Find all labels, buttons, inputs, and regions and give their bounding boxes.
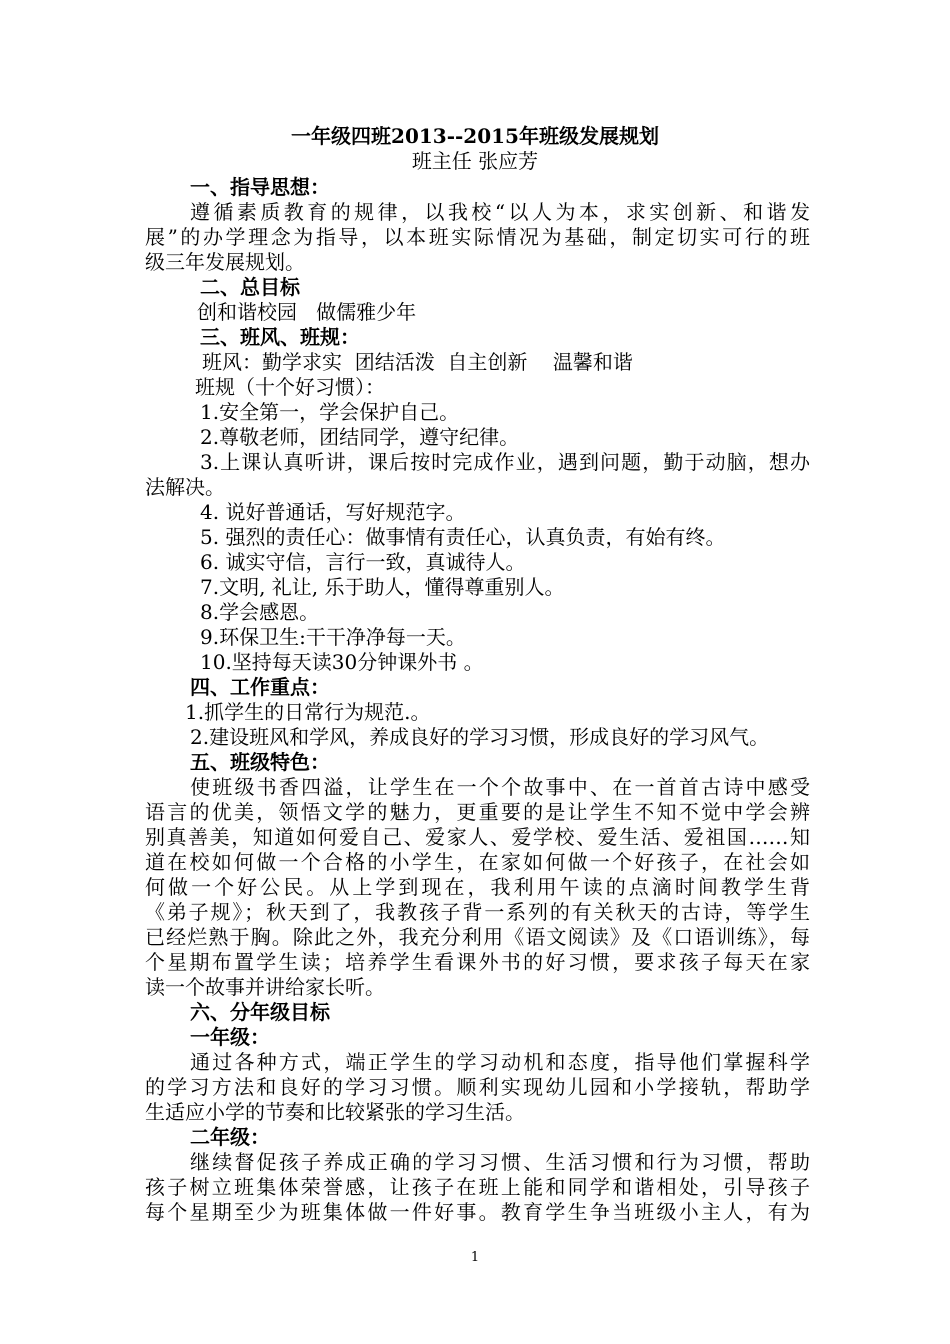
section-heading-3: 三、班风、班规： bbox=[200, 325, 360, 349]
paragraph-line: 个星期布置学生读；培养学生看课外书的好习惯，要求孩子每天在家 bbox=[145, 950, 810, 974]
paragraph-line: 遵循素质教育的规律，以我校“以人为本，求实创新、和谐发 bbox=[190, 200, 810, 224]
paragraph-line: 语言的优美，领悟文学的魅力，更重要的是让学生不知不觉中学会辨 bbox=[145, 800, 810, 824]
rule-item: 7.文明, 礼让, 乐于助人，懂得尊重别人。 bbox=[200, 575, 565, 599]
rule-item: 3.上课认真听讲，课后按时完成作业，遇到问题，勤于动脑，想办 bbox=[200, 450, 810, 474]
section-heading-2: 二、总目标 bbox=[200, 275, 300, 299]
paragraph-line: 何做一个好公民。从上学到现在，我利用午读的点滴时间教学生背 bbox=[145, 875, 810, 899]
document-title: 一年级四班2013--2015年班级发展规划 bbox=[291, 124, 659, 148]
rule-item: 10.坚持每天读30分钟课外书 。 bbox=[200, 650, 484, 674]
goal-line: 创和谐校园 做儒雅少年 bbox=[197, 300, 417, 324]
grade-heading-1: 一年级： bbox=[190, 1025, 270, 1049]
focus-item: 2.建设班风和学风，养成良好的学习习惯，形成良好的学习风气。 bbox=[190, 725, 770, 749]
rule-item: 4. 说好普通话，写好规范字。 bbox=[200, 500, 466, 524]
paragraph-line: 生适应小学的节奏和比较紧张的学习生活。 bbox=[145, 1100, 525, 1124]
rule-item: 6. 诚实守信，言行一致，真诚待人。 bbox=[200, 550, 526, 574]
page-number: 1 bbox=[470, 1250, 480, 1265]
section-heading-1: 一、指导思想： bbox=[190, 175, 330, 199]
paragraph-line: 道在校如何做一个合格的小学生，在家如何做一个好孩子，在社会如 bbox=[145, 850, 810, 874]
grade-heading-2: 二年级： bbox=[190, 1125, 270, 1149]
rule-item: 5. 强烈的责任心：做事情有责任心，认真负责，有始有终。 bbox=[200, 525, 726, 549]
class-style-line: 班风：勤学求实 团结活泼 自主创新 温馨和谐 bbox=[202, 350, 633, 374]
class-rules-heading: 班规（十个好习惯）： bbox=[195, 375, 385, 399]
paragraph-line: 继续督促孩子养成正确的学习习惯、生活习惯和行为习惯，帮助 bbox=[190, 1150, 810, 1174]
paragraph-line: 级三年发展规划。 bbox=[145, 250, 305, 274]
paragraph-line: 展”的办学理念为指导，以本班实际情况为基础，制定切实可行的班 bbox=[145, 225, 810, 249]
paragraph-line: 孩子树立班集体荣誉感，让孩子在班上能和同学和谐相处，引导孩子 bbox=[145, 1175, 810, 1199]
rule-item: 2.尊敬老师，团结同学，遵守纪律。 bbox=[200, 425, 520, 449]
rule-item: 1.安全第一，学会保护自己。 bbox=[200, 400, 460, 424]
rule-item-continued: 法解决。 bbox=[145, 475, 225, 499]
section-heading-5: 五、班级特色： bbox=[190, 750, 330, 774]
author-line: 班主任 张应芳 bbox=[411, 149, 539, 173]
section-heading-4: 四、工作重点： bbox=[190, 675, 330, 699]
paragraph-line: 已经烂熟于胸。除此之外，我充分利用《语文阅读》及《口语训练》，每 bbox=[145, 925, 810, 949]
paragraph-line: 每个星期至少为班集体做一件好事。教育学生争当班级小主人，有为 bbox=[145, 1200, 810, 1224]
paragraph-line: 通过各种方式，端正学生的学习动机和态度，指导他们掌握科学 bbox=[190, 1050, 810, 1074]
paragraph-line: 《弟子规》；秋天到了，我教孩子背一系列的有关秋天的古诗，等学生 bbox=[145, 900, 810, 924]
focus-item: 1.抓学生的日常行为规范.。 bbox=[185, 700, 431, 724]
rule-item: 8.学会感恩。 bbox=[200, 600, 320, 624]
section-heading-6: 六、分年级目标 bbox=[190, 1000, 330, 1024]
rule-item: 9.环保卫生:干干净净每一天。 bbox=[200, 625, 466, 649]
paragraph-line: 的学习方法和良好的学习习惯。顺利实现幼儿园和小学接轨，帮助学 bbox=[145, 1075, 810, 1099]
paragraph-line: 读一个故事并讲给家长听。 bbox=[145, 975, 385, 999]
paragraph-line: 别真善美，知道如何爱自己、爱家人、爱学校、爱生活、爱祖国……知 bbox=[145, 825, 810, 849]
paragraph-line: 使班级书香四溢，让学生在一个个故事中、在一首首古诗中感受 bbox=[190, 775, 810, 799]
